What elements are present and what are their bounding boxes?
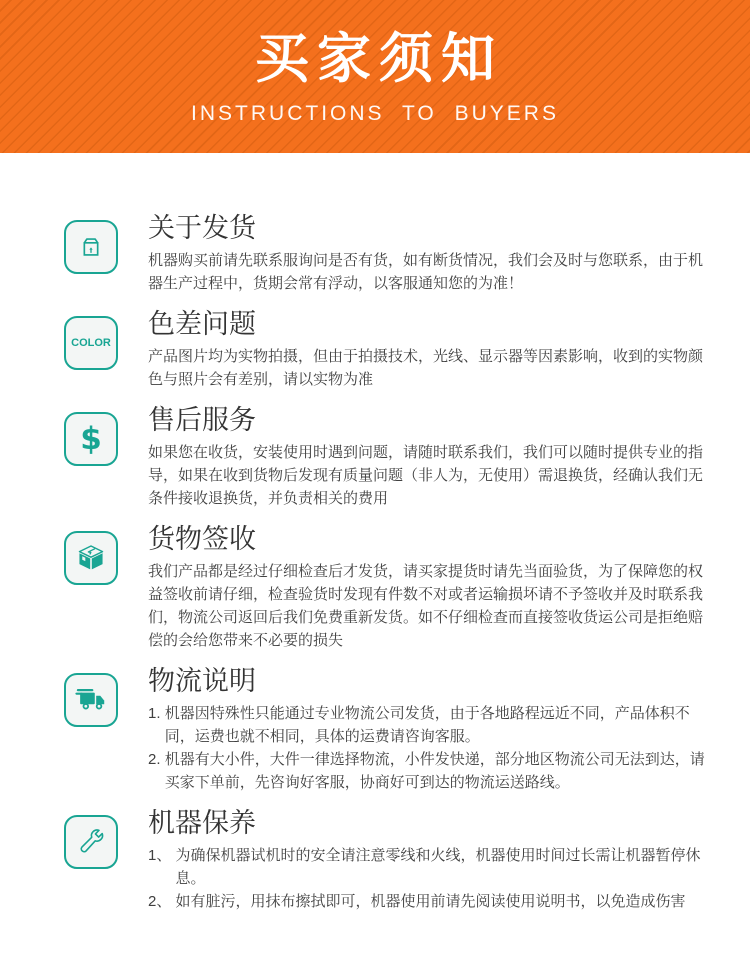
section-paragraph: 如果您在收货，安装使用时遇到问题，请随时联系我们，我们可以随时提供专业的指导，如果在收到货物后发现有质量问题（非人为，无使用）需退换货，经确认我们无条件接收退换货，并负责相关的费用 [148, 444, 704, 507]
section-paragraph: 产品图片均为实物拍摄，但由于拍摄技术，光线、显示器等因素影响，收到的实物颜色与照片会有差别，请以实物为准 [148, 348, 704, 388]
color-label-icon [64, 316, 118, 370]
wrench-icon [64, 815, 118, 869]
section-body [148, 249, 706, 295]
truck-icon [64, 673, 118, 727]
buyer-notice-section-6 [64, 808, 706, 913]
section-body [148, 345, 706, 391]
list-item-text: 机器因特殊性只能通过专业物流公司发货，由于各地路程远近不同，产品体积不同，运费也就不相同，具体的运费请咨询客服。 [164, 705, 690, 745]
buyer-notice-section-3 [64, 405, 706, 510]
buyer-notice-section-5 [64, 666, 706, 794]
page-header [0, 0, 750, 153]
package-icon [64, 220, 118, 274]
color-label-icon-text: COLOR [71, 337, 111, 349]
dollar-icon-text: $ [80, 420, 102, 457]
list-item-text: 为确保机器试机时的安全请注意零线和火线，机器使用时间过长需让机器暂停休息。 [175, 847, 701, 887]
section-title: 关于发货 [148, 213, 256, 243]
section-title: 售后服务 [148, 405, 256, 435]
dollar-icon [64, 412, 118, 466]
section-list-item [148, 890, 706, 913]
list-item-text: 如有脏污，用抹布擦拭即可，机器使用前请先阅读使用说明书，以免造成伤害 [175, 893, 686, 910]
package-cube-icon [64, 531, 118, 585]
section-body [148, 441, 706, 510]
list-item-number: 1. [148, 705, 165, 722]
list-item-number: 1、 [148, 847, 176, 864]
section-title: 色差问题 [148, 309, 256, 339]
section-title: 物流说明 [148, 666, 256, 696]
section-body [148, 844, 706, 913]
list-item-number: 2. [148, 751, 165, 768]
buyer-notice-section-1 [64, 213, 706, 295]
page-subtitle: INSTRUCTIONS TO BUYERS [191, 101, 559, 125]
section-body [148, 560, 706, 652]
buyer-notice-section-4 [64, 524, 706, 652]
page-title: 买家须知 [255, 28, 503, 89]
section-list-item [148, 702, 706, 748]
list-item-text: 机器有大小件，大件一律选择物流，小件发快递，部分地区物流公司无法到达，请买家下单前，先咨询好客服，协商好可到达的物流运送路线。 [164, 751, 705, 791]
section-paragraph: 机器购买前请先联系服询问是否有货，如有断货情况，我们会及时与您联系，由于机器生产过程中，货期会常有浮动，以客服通知您的为准！ [148, 252, 704, 292]
section-body [148, 702, 706, 794]
section-paragraph: 我们产品都是经过仔细检查后才发货，请买家提货时请先当面验货，为了保障您的权益签收前请仔细，检查验货时发现有件数不对或者运输损坏请不予签收并及时联系我们，物流公司返回后我们免费重新发货。如不仔细检查而直接签收货运公司是拒绝赔偿的会给您带来不必要的损失 [148, 563, 704, 649]
list-item-number: 2、 [148, 893, 176, 910]
buyer-notice-section-2 [64, 309, 706, 391]
section-title: 货物签收 [148, 524, 256, 554]
sections-container [0, 153, 750, 966]
section-title: 机器保养 [148, 808, 256, 838]
section-list-item [148, 748, 706, 794]
section-list-item [148, 844, 706, 890]
